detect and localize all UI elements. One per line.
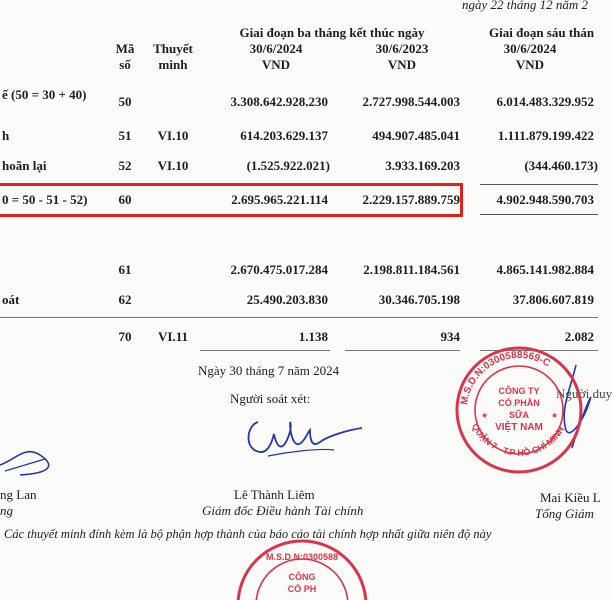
header-quarter-title: Giai đoạn ba tháng kết thúc ngày [239, 25, 425, 40]
footnote: Các thuyết minh đính kèm là bộ phận hợp thành của báo cáo tài chính hợp nhất giữa niên độ này [4, 527, 492, 541]
svg-text:★: ★ [551, 411, 559, 420]
row-q2023: 2.229.157.889.759 [362, 192, 460, 207]
svg-text:QUẬN 7 - T.P HỒ CHÍ MINH: QUẬN 7 - T.P HỒ CHÍ MINH [469, 421, 567, 458]
row-q2024: (1.525.922.021) [246, 158, 330, 173]
header-6m-unit: VND [515, 57, 545, 72]
reviewer-label: Người soát xét: [230, 391, 311, 406]
company-seal-icon [453, 344, 585, 476]
header-q2023-unit: VND [387, 57, 417, 72]
row-h2024: 1.111.879.199.422 [497, 128, 594, 143]
center-signer-name: Lê Thành Liêm [234, 487, 315, 502]
row-label: ế (50 = 30 + 40) [2, 87, 87, 102]
row-h2024: (344.460.173) [524, 158, 598, 173]
row-label: oát [2, 292, 20, 307]
rule-line [0, 317, 598, 318]
header-q2024-date: 30/6/2024 [249, 41, 303, 56]
header-q2023-date: 30/6/2023 [375, 41, 429, 56]
preparer-label-partial: Người duy [556, 386, 612, 401]
row-code: 51 [118, 128, 132, 143]
row-h2024: 6.014.483.329.952 [496, 94, 594, 109]
report-date-top: ngày 22 tháng 12 năm 2 [462, 0, 589, 12]
row-code: 62 [118, 292, 132, 307]
row-code: 60 [118, 192, 132, 207]
row-q2024: 614.203.629.137 [240, 128, 328, 143]
header-6m-date: 30/6/2024 [503, 41, 557, 56]
row-h2024: 4.865.141.982.884 [496, 262, 594, 277]
row-q2023: 30.346.705.198 [378, 292, 460, 307]
center-signer-title: Giám đốc Điều hành Tài chính [202, 503, 364, 518]
row-q2023: 2.727.998.544.003 [362, 94, 460, 109]
row-code: 61 [118, 262, 132, 277]
rule-line [200, 350, 330, 351]
row-label: h [2, 128, 10, 143]
header-note-1: Thuyết [153, 41, 193, 56]
row-label: 0 = 50 - 51 - 52) [2, 192, 88, 207]
svg-text:CÔNG: CÔNG [288, 572, 316, 582]
rule-line [480, 214, 598, 215]
row-q2024: 2.670.475.017.284 [230, 262, 328, 277]
signing-date: Ngày 30 tháng 7 năm 2024 [198, 363, 340, 378]
svg-text:CỔ PHẦN: CỔ PHẦN [498, 398, 540, 408]
row-q2024: 3.308.642.928.230 [230, 94, 328, 109]
row-h2024: 37.806.607.819 [512, 292, 594, 307]
rule-line [345, 350, 460, 351]
row-q2023: 494.907.485.041 [372, 128, 460, 143]
svg-text:CỔ PH: CỔ PH [287, 584, 317, 594]
header-code-1: Mã [115, 41, 135, 56]
row-code: 50 [118, 94, 132, 109]
rule-line [480, 184, 598, 185]
header-code-2: số [119, 57, 131, 72]
right-signer-title: Tổng Giám [535, 506, 594, 521]
row-label: hoãn lại [2, 158, 47, 173]
row-code: 52 [118, 158, 132, 173]
row-note: VI.10 [157, 158, 189, 173]
row-q2023: 2.198.811.184.561 [363, 262, 460, 277]
row-h2024: 4.902.948.590.703 [496, 192, 594, 207]
row-q2024: 2.695.965.221.114 [231, 192, 328, 207]
right-signer-name: Mai Kiều L [540, 490, 601, 505]
left-signer-title: ng [0, 503, 13, 518]
header-note-2: minh [158, 57, 188, 72]
row-q2024: 1.138 [298, 329, 328, 344]
left-signature-icon [0, 425, 60, 485]
company-seal-bottom-icon [232, 530, 372, 600]
row-note: VI.10 [157, 128, 189, 143]
row-q2023: 934 [440, 329, 460, 344]
svg-text:M.S.D.N:0300588: M.S.D.N:0300588 [265, 552, 339, 562]
row-code: 70 [118, 329, 132, 344]
header-6m-title: Giai đoạn sáu thán [489, 25, 595, 40]
svg-text:SỮA: SỮA [509, 410, 529, 420]
row-note: VI.11 [158, 329, 188, 344]
svg-text:CÔNG TY: CÔNG TY [498, 386, 540, 396]
svg-text:VIỆT NAM: VIỆT NAM [495, 422, 543, 433]
header-q2024-unit: VND [261, 57, 291, 72]
row-q2023: 3.933.169.203 [385, 158, 460, 173]
row-h2024: 2.082 [564, 329, 594, 344]
left-signer-name: ng Lan [0, 487, 37, 502]
center-signature-icon [238, 412, 368, 472]
svg-text:M.S.D.N:0300588569-C: M.S.D.N:0300588569-C [459, 349, 553, 406]
svg-text:★: ★ [481, 411, 489, 420]
highlight-box [0, 183, 463, 217]
row-q2024: 25.490.203.830 [246, 292, 328, 307]
